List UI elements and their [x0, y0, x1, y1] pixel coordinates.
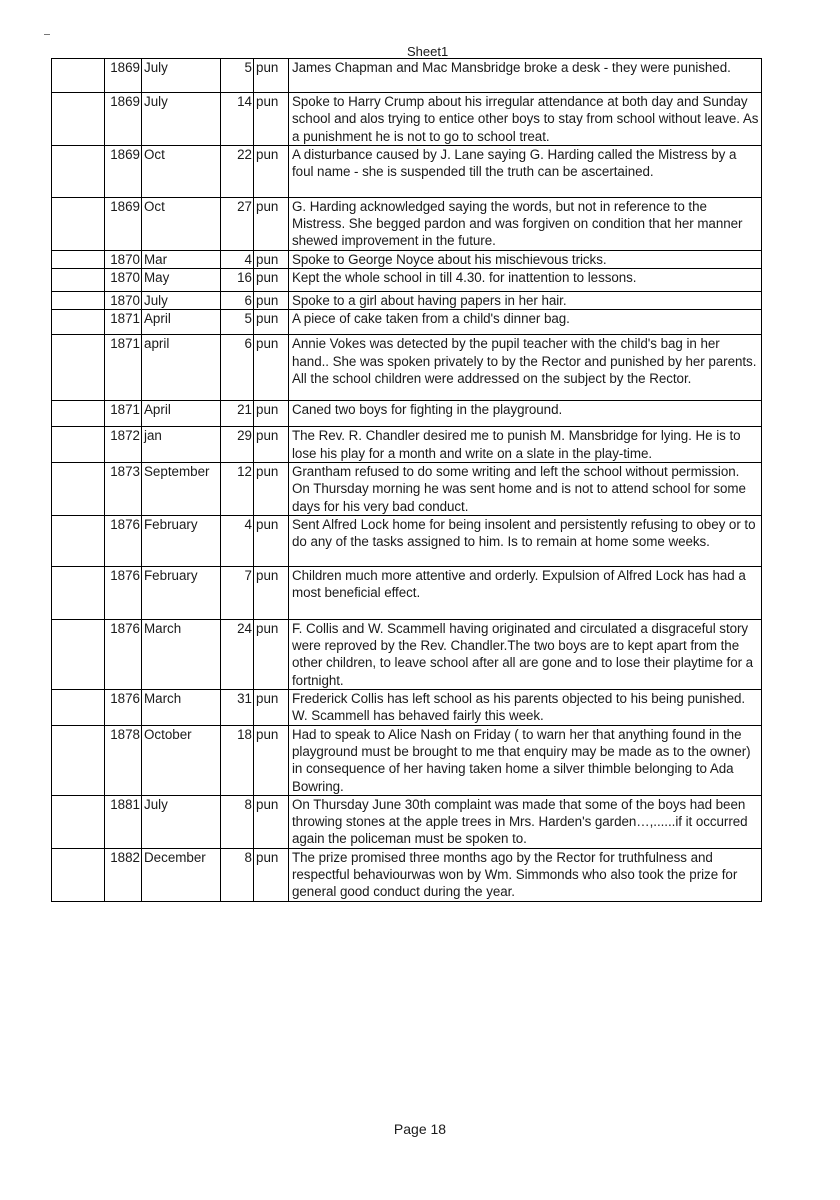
table-row [52, 401, 762, 427]
day-cell: 8 [221, 795, 254, 848]
description-cell: Grantham refused to do some writing and left the school without permission. On Thursday morning he was sent home and is not to attend school for some days for his very bad conduct. [289, 462, 762, 515]
description-cell: On Thursday June 30th complaint was made that some of the boys had been throwing stones at the apple trees in Mrs. Harden's garden…,......if it occurred again the policeman must be spoken to. [289, 795, 762, 848]
description-cell: A piece of cake taken from a child's dinner bag. [289, 310, 762, 335]
table-row [52, 795, 762, 848]
year-cell: 1871 [105, 310, 142, 335]
category-cell: pun [254, 269, 289, 292]
month-cell: Oct [142, 197, 221, 250]
year-cell: 1869 [105, 93, 142, 146]
description-cell: Spoke to a girl about having papers in her hair. [289, 292, 762, 310]
month-cell: April [142, 310, 221, 335]
month-cell: September [142, 462, 221, 515]
day-cell: 12 [221, 462, 254, 515]
month-cell: Mar [142, 250, 221, 268]
month-cell: July [142, 292, 221, 310]
year-cell: 1870 [105, 292, 142, 310]
day-cell: 24 [221, 619, 254, 689]
description-cell: F. Collis and W. Scammell having originated and circulated a disgraceful story were reproved by the Rev. Chandler.The two boys are to kept apart from the other children, to leave school after all are gone and to lose their playtime for a fortnight. [289, 619, 762, 689]
month-cell: April [142, 401, 221, 427]
year-cell: 1870 [105, 269, 142, 292]
table-row [52, 515, 762, 566]
description-cell: Annie Vokes was detected by the pupil teacher with the child's bag in her hand.. She was spoken privately to by the Rector and punished by her parents. All the school children were addressed on the subject by the Rector. [289, 335, 762, 401]
month-cell: jan [142, 427, 221, 463]
category-cell: pun [254, 619, 289, 689]
category-cell: pun [254, 197, 289, 250]
day-cell: 16 [221, 269, 254, 292]
day-cell: 21 [221, 401, 254, 427]
row-blank-cell [52, 59, 105, 93]
table-row [52, 93, 762, 146]
page-number: Page 18 [393, 1121, 447, 1137]
category-cell: pun [254, 93, 289, 146]
year-cell: 1882 [105, 848, 142, 901]
month-cell: February [142, 566, 221, 619]
year-cell: 1870 [105, 250, 142, 268]
row-blank-cell [52, 269, 105, 292]
description-cell: James Chapman and Mac Mansbridge broke a desk - they were punished. [289, 59, 762, 93]
row-blank-cell [52, 848, 105, 901]
row-blank-cell [52, 335, 105, 401]
month-cell: July [142, 795, 221, 848]
description-cell: Sent Alfred Lock home for being insolent and persistently refusing to obey or to do any of the tasks assigned to him. Is to remain at home some weeks. [289, 515, 762, 566]
month-cell: March [142, 619, 221, 689]
table-body [52, 59, 762, 902]
year-cell: 1876 [105, 515, 142, 566]
table-row [52, 462, 762, 515]
row-blank-cell [52, 250, 105, 268]
description-cell: Spoke to George Noyce about his mischievous tricks. [289, 250, 762, 268]
category-cell: pun [254, 335, 289, 401]
day-cell: 29 [221, 427, 254, 463]
table-row [52, 292, 762, 310]
year-cell: 1876 [105, 566, 142, 619]
day-cell: 4 [221, 515, 254, 566]
row-blank-cell [52, 566, 105, 619]
row-blank-cell [52, 145, 105, 197]
row-blank-cell [52, 93, 105, 146]
year-cell: 1869 [105, 59, 142, 93]
description-cell: Children much more attentive and orderly. Expulsion of Alfred Lock has had a most beneficial effect. [289, 566, 762, 619]
month-cell: april [142, 335, 221, 401]
row-blank-cell [52, 690, 105, 726]
row-blank-cell [52, 515, 105, 566]
table-row [52, 197, 762, 250]
category-cell: pun [254, 515, 289, 566]
category-cell: pun [254, 145, 289, 197]
punishment-log-table [51, 58, 762, 902]
description-cell: The prize promised three months ago by the Rector for truthfulness and respectful behaviourwas won by Wm. Simmonds who also took the prize for general good conduct during the year. [289, 848, 762, 901]
day-cell: 14 [221, 93, 254, 146]
day-cell: 31 [221, 690, 254, 726]
table-row [52, 427, 762, 463]
year-cell: 1869 [105, 145, 142, 197]
month-cell: Oct [142, 145, 221, 197]
table-row [52, 566, 762, 619]
day-cell: 18 [221, 725, 254, 795]
table-row [52, 690, 762, 726]
category-cell: pun [254, 462, 289, 515]
description-cell: Kept the whole school in till 4.30. for inattention to lessons. [289, 269, 762, 292]
month-cell: March [142, 690, 221, 726]
category-cell: pun [254, 401, 289, 427]
month-cell: July [142, 93, 221, 146]
year-cell: 1871 [105, 401, 142, 427]
month-cell: February [142, 515, 221, 566]
table-row [52, 848, 762, 901]
category-cell: pun [254, 427, 289, 463]
category-cell: pun [254, 292, 289, 310]
year-cell: 1871 [105, 335, 142, 401]
description-cell: The Rev. R. Chandler desired me to punish M. Mansbridge for lying. He is to lose his play for a month and write on a slate in the play-time. [289, 427, 762, 463]
description-cell: A disturbance caused by J. Lane saying G. Harding called the Mistress by a foul name - she is suspended till the truth can be ascertained. [289, 145, 762, 197]
row-blank-cell [52, 197, 105, 250]
day-cell: 6 [221, 292, 254, 310]
year-cell: 1873 [105, 462, 142, 515]
category-cell: pun [254, 848, 289, 901]
month-cell: December [142, 848, 221, 901]
description-cell: Frederick Collis has left school as his parents objected to his being punished. W. Scammell has behaved fairly this week. [289, 690, 762, 726]
year-cell: 1869 [105, 197, 142, 250]
table-row [52, 310, 762, 335]
table-row [52, 59, 762, 93]
row-blank-cell [52, 310, 105, 335]
day-cell: 6 [221, 335, 254, 401]
year-cell: 1876 [105, 619, 142, 689]
row-blank-cell [52, 462, 105, 515]
row-blank-cell [52, 619, 105, 689]
day-cell: 7 [221, 566, 254, 619]
day-cell: 27 [221, 197, 254, 250]
category-cell: pun [254, 310, 289, 335]
row-blank-cell [52, 795, 105, 848]
row-blank-cell [52, 725, 105, 795]
year-cell: 1872 [105, 427, 142, 463]
sheet-title: Sheet1 [407, 44, 449, 59]
day-cell: 22 [221, 145, 254, 197]
row-blank-cell [52, 292, 105, 310]
table-row [52, 725, 762, 795]
table-row [52, 619, 762, 689]
description-cell: Spoke to Harry Crump about his irregular attendance at both day and Sunday school and alos trying to entice other boys to stay from school without leave. As a punishment he is not to go to school treat. [289, 93, 762, 146]
day-cell: 5 [221, 59, 254, 93]
description-cell: Had to speak to Alice Nash on Friday ( to warn her that anything found in the playground must be brought to me that enquiry may be made as to the owner) in consequence of her having taken home a silver thimble belonging to Ada Bowring. [289, 725, 762, 795]
year-cell: 1881 [105, 795, 142, 848]
category-cell: pun [254, 690, 289, 726]
day-cell: 8 [221, 848, 254, 901]
category-cell: pun [254, 566, 289, 619]
month-cell: July [142, 59, 221, 93]
table-row [52, 250, 762, 268]
table-row [52, 335, 762, 401]
category-cell: pun [254, 795, 289, 848]
month-cell: October [142, 725, 221, 795]
year-cell: 1876 [105, 690, 142, 726]
row-blank-cell [52, 427, 105, 463]
day-cell: 4 [221, 250, 254, 268]
table-row [52, 269, 762, 292]
day-cell: 5 [221, 310, 254, 335]
year-cell: 1878 [105, 725, 142, 795]
scan-mark [44, 34, 50, 35]
category-cell: pun [254, 725, 289, 795]
category-cell: pun [254, 250, 289, 268]
table-row [52, 145, 762, 197]
description-cell: Caned two boys for fighting in the playground. [289, 401, 762, 427]
description-cell: G. Harding acknowledged saying the words, but not in reference to the Mistress. She begged pardon and was forgiven on condition that her manner shewed improvement in the future. [289, 197, 762, 250]
row-blank-cell [52, 401, 105, 427]
category-cell: pun [254, 59, 289, 93]
month-cell: May [142, 269, 221, 292]
